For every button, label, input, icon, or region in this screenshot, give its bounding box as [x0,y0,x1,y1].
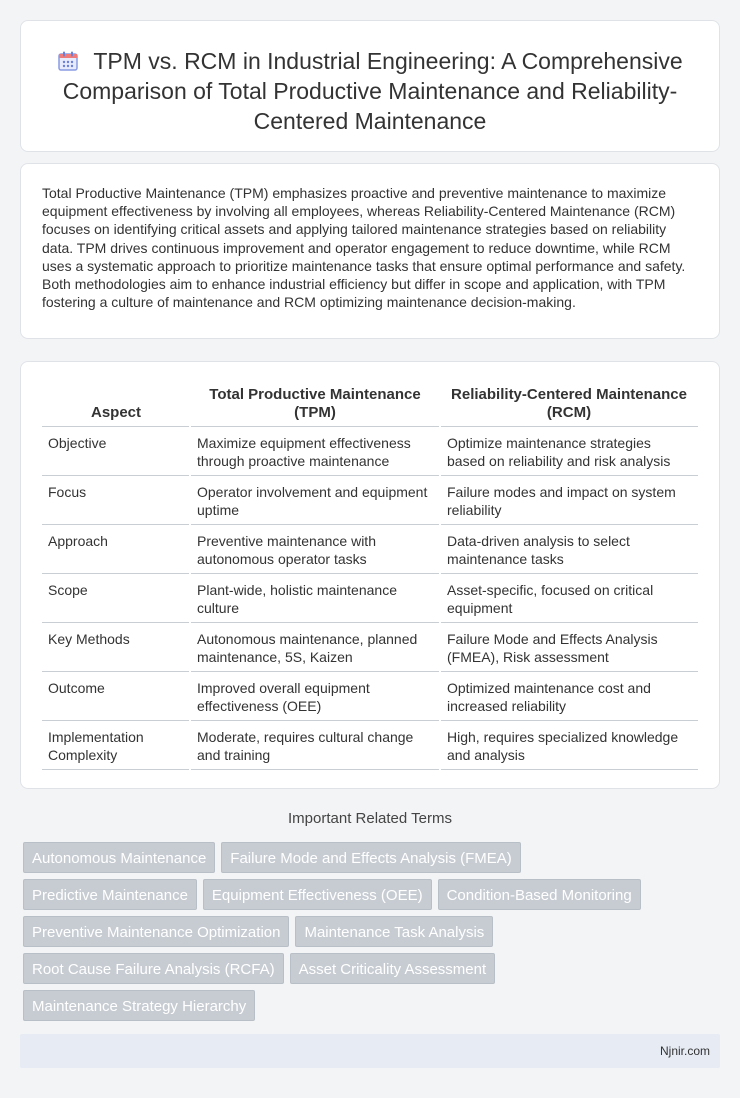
tag-row [23,953,703,990]
header-tpm: Total Productive Maintenance (TPM) [190,382,440,427]
row-tpm: Plant-wide, holistic maintenance culture [190,574,440,623]
footer [20,1034,720,1068]
row-aspect: Outcome [42,672,190,721]
row-tpm: Preventive maintenance with autonomous operator tasks [190,525,440,574]
page-title [41,46,699,136]
tag-row [23,916,703,953]
row-aspect: Approach [42,525,190,574]
header-aspect: Aspect [42,382,190,427]
row-aspect: Scope [42,574,190,623]
summary-text: Total Productive Maintenance (TPM) emphasizes proactive and preventive maintenance to maximize equipment effectiveness by involving all employees, whereas Reliability-Centered Maintenance (RCM) focuses on identifying critical assets and applying tailored maintenance strategies based on reliability data. TPM drives continuous improvement and operator engagement to reduce downtime, while RCM uses a systematic approach to prioritize maintenance tasks that ensure optimal performance and safety. Both methodologies aim to enhance industrial efficiency but differ in scope and application, with TPM fostering a culture of maintenance and RCM optimizing maintenance decision-making. [42,185,686,311]
row-tpm: Moderate, requires cultural change and training [190,721,440,770]
table-row [42,574,698,623]
calendar-icon [57,49,79,71]
related-term-tag[interactable]: Asset Criticality Assessment [290,953,496,984]
comparison-card [20,361,720,789]
row-tpm: Improved overall equipment effectiveness (OEE) [190,672,440,721]
tag-row [23,879,703,916]
related-terms-list [23,842,703,1027]
row-rcm: Failure modes and impact on system reliability [440,476,698,525]
row-rcm: Optimize maintenance strategies based on reliability and risk analysis [440,427,698,476]
row-tpm: Maximize equipment effectiveness through proactive maintenance [190,427,440,476]
summary-card [20,163,720,339]
related-term-tag[interactable]: Autonomous Maintenance [23,842,215,873]
tag-row [23,990,703,1027]
table-row [42,623,698,672]
tag-row [23,842,703,879]
related-term-tag[interactable]: Root Cause Failure Analysis (RCFA) [23,953,284,984]
row-rcm: Optimized maintenance cost and increased reliability [440,672,698,721]
footer-site-link[interactable]: Njnir.com [659,1044,710,1058]
row-aspect: Focus [42,476,190,525]
table-row [42,427,698,476]
table-row [42,672,698,721]
related-term-tag[interactable]: Equipment Effectiveness (OEE) [203,879,432,910]
table-header-row [42,382,698,427]
comparison-table [42,382,698,770]
title-card [20,20,720,152]
header-rcm: Reliability-Centered Maintenance (RCM) [440,382,698,427]
related-term-tag[interactable]: Predictive Maintenance [23,879,197,910]
related-term-tag[interactable]: Condition-Based Monitoring [438,879,641,910]
page-title-text: TPM vs. RCM in Industrial Engineering: A Comprehensive Comparison of Total Productive Maintenance and Reliability-Centered Maintenance [62,48,683,134]
row-rcm: High, requires specialized knowledge and analysis [440,721,698,770]
related-terms-heading: Important Related Terms [288,810,452,827]
row-rcm: Asset-specific, focused on critical equipment [440,574,698,623]
related-term-tag[interactable]: Maintenance Task Analysis [295,916,493,947]
row-tpm: Operator involvement and equipment uptime [190,476,440,525]
related-term-tag[interactable]: Preventive Maintenance Optimization [23,916,289,947]
row-aspect: Objective [42,427,190,476]
row-aspect: Key Methods [42,623,190,672]
row-tpm: Autonomous maintenance, planned maintenance, 5S, Kaizen [190,623,440,672]
row-rcm: Data-driven analysis to select maintenance tasks [440,525,698,574]
row-aspect: Implementation Complexity [42,721,190,770]
table-row [42,476,698,525]
row-rcm: Failure Mode and Effects Analysis (FMEA), Risk assessment [440,623,698,672]
related-term-tag[interactable]: Maintenance Strategy Hierarchy [23,990,255,1021]
related-term-tag[interactable]: Failure Mode and Effects Analysis (FMEA) [221,842,521,873]
table-row [42,721,698,770]
table-row [42,525,698,574]
